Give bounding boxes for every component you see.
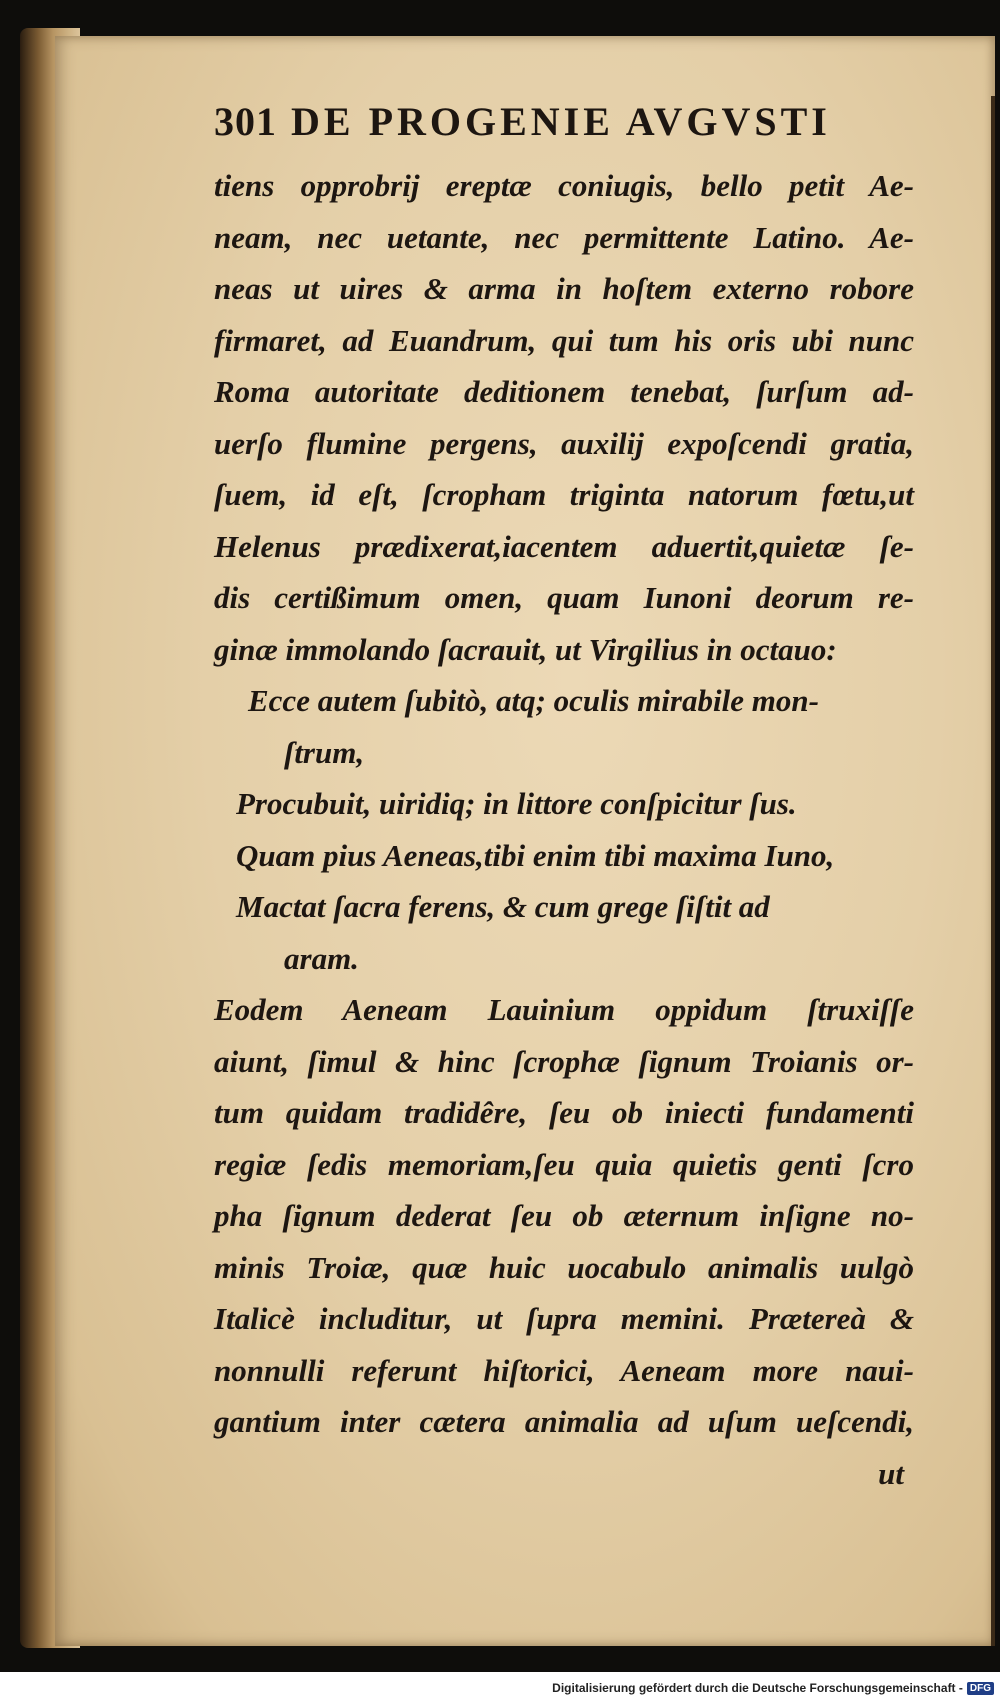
catchword: ut <box>878 1455 904 1491</box>
text-line: gantium inter cætera animalia ad uſum ueſcendi, <box>214 1404 914 1439</box>
text-line: nonnulli referunt hiſtorici, Aeneam more naui- <box>214 1352 914 1388</box>
text-line: Helenus prædixerat,iacentem aduertit,quietæ ſe- <box>214 528 914 564</box>
text-line: ginæ immolando ſacrauit, ut Virgilius in octauo: <box>214 631 837 667</box>
text-line: neam, nec uetante, nec permittente Latino. Ae- <box>214 219 914 255</box>
verse-line: Ecce autem ſubitò, atq; oculis mirabile mon- <box>248 683 819 718</box>
text-line: Eodem Aeneam Lauinium oppidum ſtruxiſſe <box>214 992 914 1027</box>
dfg-logo-icon: DFG <box>967 1682 994 1695</box>
running-title: DE PROGENIE AVGVSTI <box>291 99 831 144</box>
verse-line: Quam pius Aeneas,tibi enim tibi maxima Iuno, <box>236 837 835 873</box>
text-line: Italicè includitur, ut ſupra memini. Prætereà & <box>214 1301 914 1336</box>
digitization-credit-bar <box>0 1672 1000 1704</box>
text-line: pha ſignum dederat ſeu ob æternum inſigne no- <box>214 1198 914 1233</box>
text-line: ſuem, id eſt, ſcropham triginta natorum fœtu,ut <box>214 477 914 512</box>
text-line: tiens opprobrij ereptæ coniugis, bello petit Ae- <box>214 168 914 203</box>
text-line: firmaret, ad Euandrum, qui tum his oris ubi nunc <box>214 322 914 358</box>
verse-line: Procubuit, uiridiq; in littore conſpicitur ſus. <box>236 786 797 821</box>
text-line: dis certißimum omen, quam Iunoni deorum re- <box>214 580 914 615</box>
text-line: neas ut uires & arma in hoſtem externo robore <box>214 271 914 306</box>
verse-line: ſtrum, <box>284 734 365 770</box>
text-line: tum quidam tradidêre, ſeu ob iniecti fundamenti <box>214 1095 914 1130</box>
text-line: Roma autoritate deditionem tenebat, ſurſum ad- <box>214 374 914 409</box>
page-gutter-shadow <box>991 96 995 1646</box>
text-line: regiæ ſedis memoriam,ſeu quia quietis genti ſcro <box>214 1146 914 1182</box>
page-header <box>214 98 914 156</box>
verse-line: Mactat ſacra ferens, & cum grege ſiſtit ad <box>236 889 770 924</box>
text-line: aiunt, ſimul & hinc ſcrophæ ſignum Troianis or- <box>214 1043 914 1079</box>
verse-line: aram. <box>284 940 359 976</box>
page-number: 301 <box>214 99 277 144</box>
text-line: minis Troiæ, quæ huic uocabulo animalis uulgò <box>214 1249 914 1285</box>
text-line: uerſo flumine pergens, auxilij expoſcendi gratia, <box>214 425 914 461</box>
digitization-credit: Digitalisierung gefördert durch die Deutsche Forschungsgemeinschaft - <box>552 1681 963 1695</box>
page-text <box>214 98 914 1499</box>
